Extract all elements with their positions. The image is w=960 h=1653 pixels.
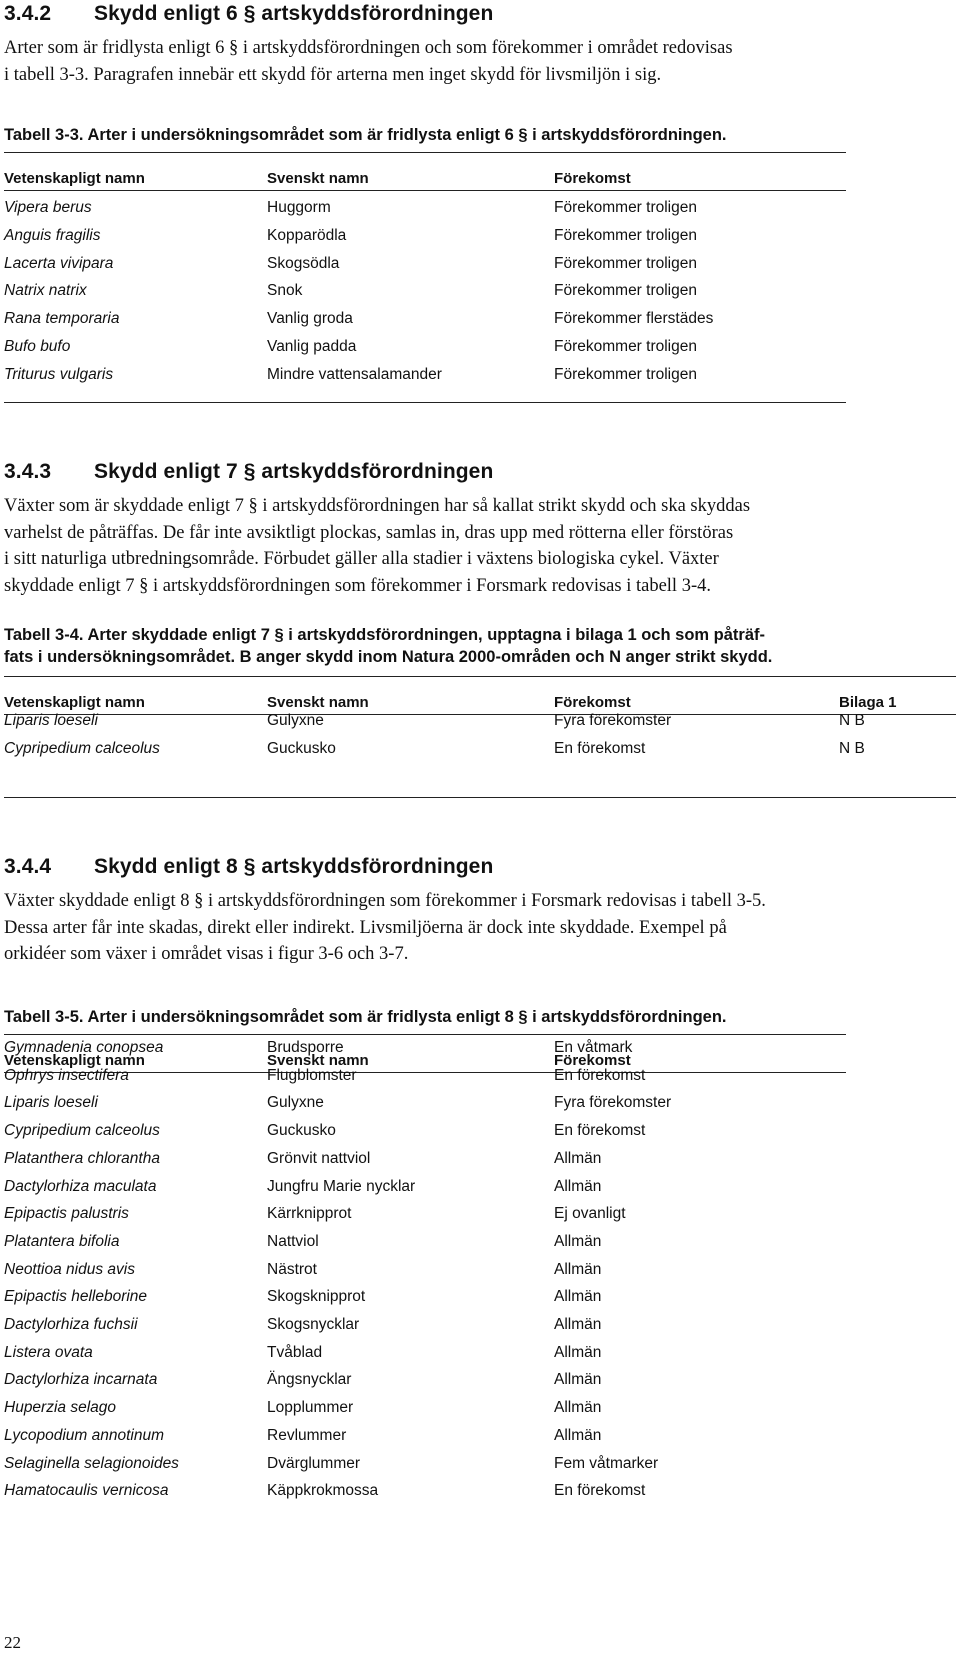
occurrence-cell: Allmän <box>554 1371 602 1389</box>
occurrence-cell: Förekommer troligen <box>554 226 697 244</box>
scientific-name-cell: Liparis loeseli <box>4 1094 98 1112</box>
section-title: Skydd enligt 6 § artskyddsförordningen <box>94 2 494 25</box>
section-title: Skydd enligt 8 § artskyddsförordningen <box>94 855 494 878</box>
paragraph-line: Växter skyddade enligt 8 § i artskyddsförordningen som förekommer i Forsmark redovisas i tabell 3-5. <box>4 891 766 911</box>
swedish-name-cell: Nattviol <box>267 1232 319 1250</box>
swedish-name-cell: Guckusko <box>267 1122 336 1140</box>
swedish-name-cell: Jungfru Marie nycklar <box>267 1177 416 1195</box>
swedish-name-cell: Grönvit nattviol <box>267 1149 371 1167</box>
swedish-name-cell: Revlummer <box>267 1426 347 1444</box>
section-heading-3-4-4 <box>4 855 493 879</box>
annex-cell: N B <box>839 712 865 729</box>
occurrence-cell: En våtmark <box>554 1039 633 1056</box>
scientific-name-cell: Gymnadenia conopsea <box>4 1039 164 1056</box>
page-number: 22 <box>4 1633 21 1652</box>
scientific-name-cell: Anguis fragilis <box>4 226 101 244</box>
swedish-name-cell: Kärrknipprot <box>267 1205 352 1223</box>
column-header: Vetenskapligt namn <box>4 170 145 187</box>
scientific-name-cell: Dactylorhiza maculata <box>4 1177 157 1195</box>
swedish-name-cell: Nästrot <box>267 1260 317 1278</box>
section-paragraph-3-4-4 <box>4 888 766 968</box>
scientific-name-cell: Dactylorhiza incarnata <box>4 1371 158 1389</box>
swedish-name-cell: Skogsödla <box>267 254 340 272</box>
column-header: Svenskt namn <box>267 1052 369 1069</box>
column-header: Svenskt namn <box>267 170 369 187</box>
table-3-5-caption: Tabell 3-5. Arter i undersökningsområdet som är fridlysta enligt 8 § i artskyddsförordningen. <box>4 1008 727 1026</box>
section-paragraph-3-4-2 <box>4 35 733 88</box>
paragraph-line: Dessa arter får inte skadas, direkt eller indirekt. Livsmiljöerna är dock inte skyddade. Exempel på <box>4 917 727 938</box>
caption-line: Tabell 3-4. Arter skyddade enligt 7 § i artskyddsförordningen, upptagna i bilaga 1 och som påträf- <box>4 626 765 644</box>
scientific-name-cell: Vipera berus <box>4 199 92 216</box>
scientific-name-cell: Dactylorhiza fuchsii <box>4 1316 138 1333</box>
occurrence-cell: En förekomst <box>554 739 646 757</box>
swedish-name-cell: Guckusko <box>267 739 336 757</box>
occurrence-cell: Fyra förekomster <box>554 712 672 729</box>
occurrence-cell: En förekomst <box>554 1066 646 1084</box>
scientific-name-cell: Hamatocaulis vernicosa <box>4 1482 169 1500</box>
scientific-name-cell: Lycopodium annotinum <box>4 1426 164 1444</box>
swedish-name-cell: Ängsnycklar <box>267 1371 352 1389</box>
swedish-name-cell: Mindre vattensalamander <box>267 365 442 383</box>
swedish-name-cell: Lopplummer <box>267 1399 354 1417</box>
swedish-name-cell: Snok <box>267 282 303 300</box>
table-header-rule <box>4 714 956 715</box>
occurrence-cell: Förekommer flerstädes <box>554 310 714 328</box>
occurrence-cell: Förekommer troligen <box>554 365 697 383</box>
paragraph-line: orkidéer som växer i området visas i figur 3-6 och 3-7. <box>4 944 409 964</box>
occurrence-cell: Allmän <box>554 1260 602 1278</box>
occurrence-cell: Förekommer troligen <box>554 199 697 216</box>
occurrence-cell: Allmän <box>554 1343 602 1361</box>
scientific-name-cell: Triturus vulgaris <box>4 365 114 383</box>
paragraph-line: i sitt naturliga utbredningsområde. Förbudet gäller alla stadier i växtens biologiska cykel. Växter <box>4 549 719 569</box>
table-bottom-rule <box>4 797 956 798</box>
annex-cell: N B <box>839 739 865 757</box>
column-header: Förekomst <box>554 694 631 711</box>
paragraph-line: varhelst de påträffas. De får inte avsiktligt plockas, samlas in, dras upp med rötterna eller förstöras <box>4 522 734 543</box>
occurrence-cell: Ej ovanligt <box>554 1205 626 1223</box>
table-header-rule <box>4 1072 846 1073</box>
swedish-name-cell: Skogsnycklar <box>267 1316 360 1333</box>
section-number: 3.4.4 <box>4 855 52 878</box>
swedish-name-cell: Gulyxne <box>267 1094 324 1112</box>
occurrence-cell: En förekomst <box>554 1122 646 1140</box>
table-top-rule <box>4 1034 846 1035</box>
paragraph-line: i tabell 3-3. Paragrafen innebär ett skydd för arterna men inget skydd för livsmiljön i sig. <box>4 64 662 85</box>
column-header: Svenskt namn <box>267 694 369 711</box>
column-header: Vetenskapligt namn <box>4 1052 145 1069</box>
swedish-name-cell: Vanlig padda <box>267 338 357 355</box>
scientific-name-cell: Rana temporaria <box>4 310 120 328</box>
section-number: 3.4.3 <box>4 460 52 483</box>
table-top-rule <box>4 676 956 677</box>
column-header: Vetenskapligt namn <box>4 694 145 711</box>
scientific-name-cell: Bufo bufo <box>4 338 71 355</box>
swedish-name-cell: Vanlig groda <box>267 310 353 328</box>
occurrence-cell: Allmän <box>554 1399 602 1417</box>
column-header: Bilaga 1 <box>839 694 897 711</box>
swedish-name-cell: Dvärglummer <box>267 1454 361 1472</box>
scientific-name-cell: Natrix natrix <box>4 282 87 300</box>
column-header: Förekomst <box>554 1052 631 1069</box>
scientific-name-cell: Epipactis helleborine <box>4 1288 148 1306</box>
scientific-name-cell: Liparis loeseli <box>4 712 98 729</box>
swedish-name-cell: Brudsporre <box>267 1039 344 1056</box>
occurrence-cell: Allmän <box>554 1232 602 1250</box>
table-3-3-caption: Tabell 3-3. Arter i undersökningsområdet som är fridlysta enligt 6 § i artskyddsförordningen. <box>4 126 727 144</box>
occurrence-cell: Förekommer troligen <box>554 254 697 272</box>
caption-line: fats i undersökningsområdet. B anger skydd inom Natura 2000-områden och N anger strikt skydd. <box>4 648 773 666</box>
table-bottom-rule <box>4 402 846 403</box>
section-paragraph-3-4-3 <box>4 493 750 599</box>
scientific-name-cell: Platantera bifolia <box>4 1232 120 1250</box>
swedish-name-cell: Käppkrokmossa <box>267 1482 379 1500</box>
swedish-name-cell: Tvåblad <box>267 1343 323 1361</box>
scientific-name-cell: Huperzia selago <box>4 1399 117 1417</box>
occurrence-cell: Allmän <box>554 1316 602 1333</box>
section-heading-3-4-3 <box>4 460 493 484</box>
occurrence-cell: Förekommer troligen <box>554 282 697 300</box>
paragraph-line: Växter som är skyddade enligt 7 § i artskyddsförordningen har så kallat strikt skydd och ska skyddas <box>4 496 751 516</box>
scientific-name-cell: Cypripedium calceolus <box>4 739 160 757</box>
occurrence-cell: En förekomst <box>554 1482 646 1500</box>
scientific-name-cell: Epipactis palustris <box>4 1205 129 1223</box>
table-header-rule <box>4 190 846 191</box>
swedish-name-cell: Gulyxne <box>267 712 324 729</box>
scientific-name-cell: Cypripedium calceolus <box>4 1122 160 1140</box>
swedish-name-cell: Huggorm <box>267 199 331 216</box>
occurrence-cell: Fem våtmarker <box>554 1454 659 1472</box>
occurrence-cell: Allmän <box>554 1177 602 1195</box>
column-header: Förekomst <box>554 170 631 187</box>
table-top-rule <box>4 152 846 153</box>
occurrence-cell: Förekommer troligen <box>554 338 697 355</box>
paragraph-line: Arter som är fridlysta enligt 6 § i artskyddsförordningen och som förekommer i området redovisas <box>4 38 733 58</box>
scientific-name-cell: Platanthera chlorantha <box>4 1149 160 1167</box>
table-3-4-caption <box>4 624 772 668</box>
occurrence-cell: Allmän <box>554 1149 602 1167</box>
section-heading-3-4-2 <box>4 2 493 26</box>
section-number: 3.4.2 <box>4 2 52 25</box>
occurrence-cell: Fyra förekomster <box>554 1094 672 1112</box>
section-title: Skydd enligt 7 § artskyddsförordningen <box>94 460 494 483</box>
scientific-name-cell: Selaginella selagionoides <box>4 1454 179 1472</box>
swedish-name-cell: Skogsknipprot <box>267 1288 366 1306</box>
swedish-name-cell: Kopparödla <box>267 226 347 244</box>
paragraph-line: skyddade enligt 7 § i artskyddsförordningen som förekommer i Forsmark redovisas i tabell 3-4. <box>4 575 711 596</box>
occurrence-cell: Allmän <box>554 1426 602 1444</box>
scientific-name-cell: Neottioa nidus avis <box>4 1260 135 1278</box>
scientific-name-cell: Ophrys insectifera <box>4 1066 129 1084</box>
occurrence-cell: Allmän <box>554 1288 602 1306</box>
scientific-name-cell: Lacerta vivipara <box>4 254 114 272</box>
swedish-name-cell: Flugblomster <box>267 1066 357 1084</box>
scientific-name-cell: Listera ovata <box>4 1343 93 1361</box>
